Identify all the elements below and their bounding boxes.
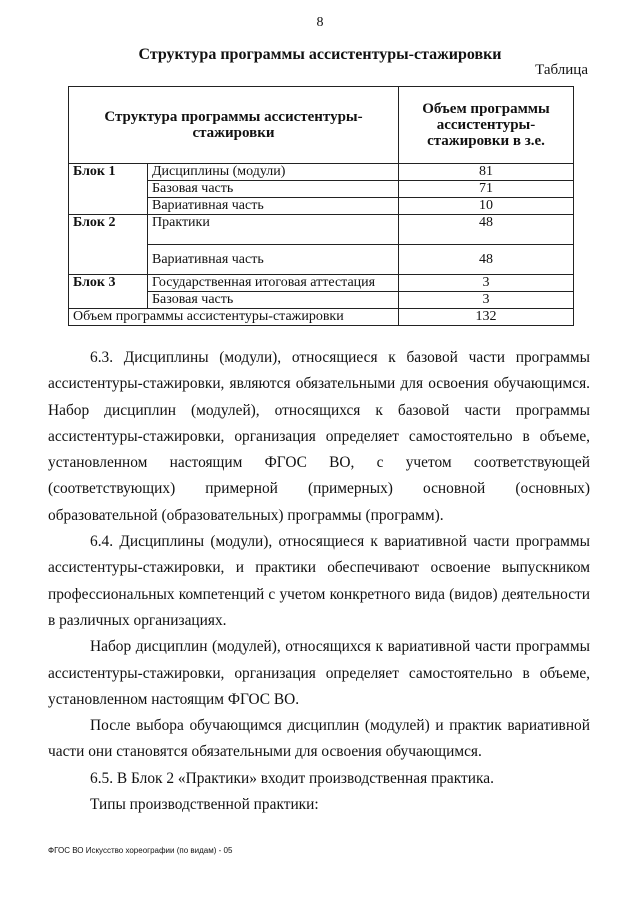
row-value: 3 bbox=[399, 275, 574, 292]
row-value: 71 bbox=[399, 181, 574, 198]
page-number: 8 bbox=[316, 15, 324, 30]
paragraph: 6.5. В Блок 2 «Практики» входит производственная практика. bbox=[90, 769, 494, 787]
total-label: Объем программы ассистентуры-стажировки bbox=[69, 309, 399, 326]
block-3-label: Блок 3 bbox=[69, 275, 148, 309]
row-value: 48 bbox=[399, 215, 574, 245]
total-value: 132 bbox=[399, 309, 574, 326]
row-value: 48 bbox=[399, 245, 574, 275]
table-row bbox=[69, 275, 574, 292]
table-total-row bbox=[69, 309, 574, 326]
row-name: Дисциплины (модули) bbox=[148, 164, 399, 181]
paragraph: После выбора обучающимся дисциплин (модулей) и практик вариативной части они становятся обязательными для освоения обучающимся. bbox=[48, 717, 590, 761]
row-name: Вариативная часть bbox=[148, 245, 399, 275]
row-value: 10 bbox=[399, 198, 574, 215]
table-title: Структура программы ассистентуры-стажировки bbox=[138, 46, 502, 63]
table-header-row bbox=[69, 87, 574, 164]
row-name: Базовая часть bbox=[148, 181, 399, 198]
table-row bbox=[69, 164, 574, 181]
table-row bbox=[69, 215, 574, 245]
footer: ФГОС ВО Искусство хореографии (по видам) - 05 bbox=[48, 846, 233, 855]
header-structure: Структура программы ассистентуры-стажировки bbox=[69, 87, 399, 164]
row-value: 3 bbox=[399, 292, 574, 309]
structure-table bbox=[68, 86, 574, 326]
paragraph: Набор дисциплин (модулей), относящихся к вариативной части программы ассистентуры-стажировки, организация определяет самостоятельно в объеме, установленном настоящим ФГОС ВО. bbox=[48, 638, 590, 708]
row-name: Базовая часть bbox=[148, 292, 399, 309]
table-caption: Таблица bbox=[535, 62, 588, 78]
paragraph: 6.4. Дисциплины (модули), относящиеся к вариативной части программы ассистентуры-стажировки, и практики обеспечивают освоение выпускником профессиональных компетенций с учетом конкретного вида (видов) деятельности в различных организациях. bbox=[48, 533, 590, 629]
header-volume: Объем программы ассистентуры-стажировки в з.е. bbox=[399, 87, 574, 164]
paragraph: 6.3. Дисциплины (модули), относящиеся к базовой части программы ассистентуры-стажировки, являются обязательными для освоения обучающимся. Набор дисциплин (модулей), относящихся к базовой части программы ассистентуры-стажировки, организация определяет самостоятельно в объеме, установленном настоящим ФГОС ВО, с учетом соответствующей (соответствующих) примерной (примерных) основной (основных) образовательной (образовательных) программы (программ). bbox=[48, 349, 590, 524]
row-value: 81 bbox=[399, 164, 574, 181]
row-name: Вариативная часть bbox=[148, 198, 399, 215]
row-name: Государственная итоговая аттестация bbox=[148, 275, 399, 292]
block-1-label: Блок 1 bbox=[69, 164, 148, 215]
paragraph: Типы производственной практики: bbox=[90, 796, 319, 814]
block-2-label: Блок 2 bbox=[69, 215, 148, 275]
row-name: Практики bbox=[148, 215, 399, 245]
body-text bbox=[48, 345, 590, 818]
